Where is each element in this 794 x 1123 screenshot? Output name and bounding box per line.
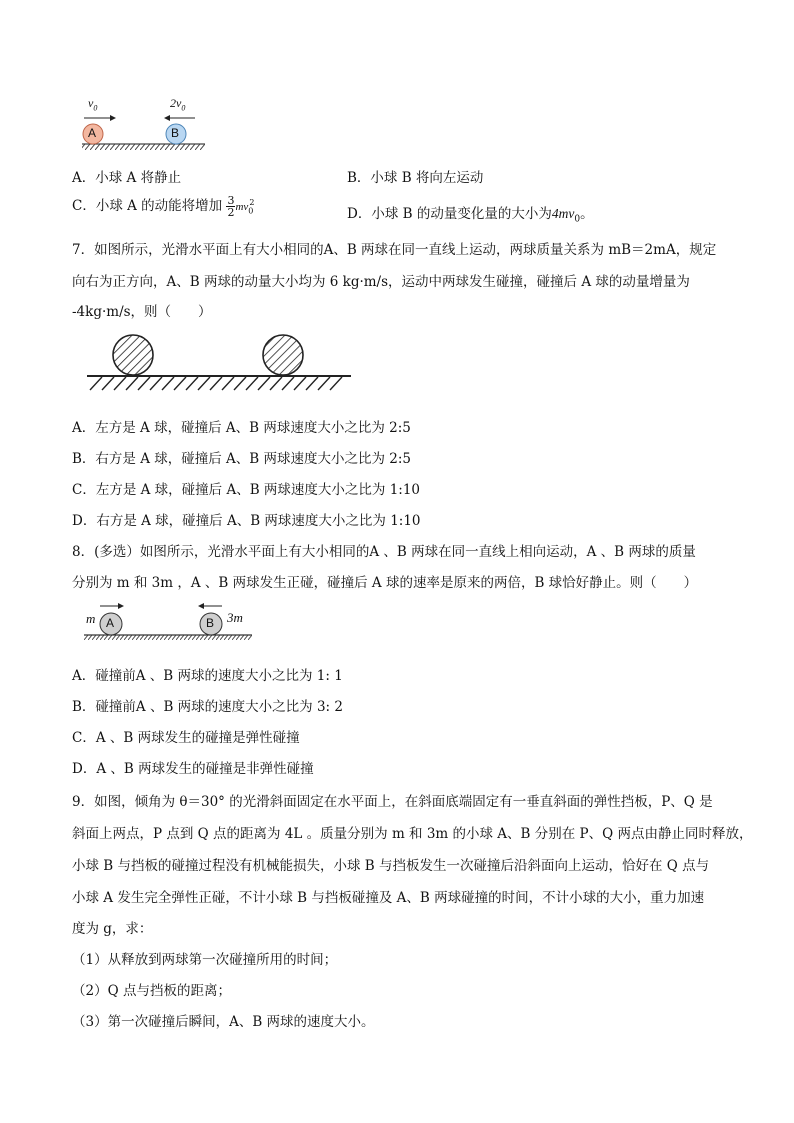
q8-stem-line-1: 8．(多选）如图所示，光滑水平面上有大小相同的A 、B 两球在同一直线上相向运动，A 、B 两球的质量 — [72, 544, 696, 560]
arrowhead-right-q8 — [118, 603, 124, 609]
q8-stem-line-2: 分别为 m 和 3m ，A 、B 两球发生正碰，碰撞后 A 球的速率是原来的两倍，B 球恰好静止。则（ ） — [72, 575, 698, 591]
fraction-three-halves: $\frac{3}{2}$ — [227, 194, 235, 219]
q7-stem-line-1: 7．如图所示，光滑水平面上有大小相同的A、B 两球在同一直线上运动，两球质量关系为 mB＝2mA，规定 — [72, 242, 717, 258]
q9-stem-line-3: 小球 B 与挡板的碰撞过程没有机械能损失，小球 B 与挡板发生一次碰撞后沿斜面向上运动，恰好在 Q 点与 — [72, 858, 710, 874]
mass-label-m: m — [86, 611, 96, 626]
ground-hatch-q8 — [84, 635, 252, 640]
q8-option-b: B．碰撞前A 、B 两球的速度大小之比为 3: 2 — [72, 699, 343, 715]
q9-sub-question-3: （3）第一次碰撞后瞬间，A、B 两球的速度大小。 — [72, 1014, 375, 1030]
mass-label-3m: 3m — [227, 610, 243, 625]
ball-b-label-q8: B — [206, 616, 215, 630]
q9-stem-line-5: 度为 g，求： — [72, 921, 153, 937]
q6-option-b: B．小球 B 将向左运动 — [347, 170, 484, 186]
q9-stem-line-4: 小球 A 发生完全弹性正碰，不计小球 B 与挡板碰撞及 A、B 两球碰撞的时间，不计小球的大小，重力加速 — [72, 890, 705, 906]
q7-stem-line-2: 向右为正方向，A、B 两球的动量大小均为 6 kg·m/s，运动中两球发生碰撞，碰撞后 A 球的动量增量为 — [72, 274, 690, 290]
q7-option-a: A．左方是 A 球，碰撞后 A、B 两球速度大小之比为 2:5 — [72, 420, 411, 436]
velocity-label-b: $2v_0$ — [170, 96, 186, 113]
q6-option-a: A．小球 A 将静止 — [72, 170, 182, 186]
q7-option-c: C．左方是 A 球，碰撞后 A、B 两球速度大小之比为 1:10 — [72, 482, 421, 498]
ball-a-label-q6: A — [88, 126, 97, 140]
q6-option-c: C．小球 A 的动能将增加 $\frac{3}{2}$ $mv_0^2$ — [72, 194, 255, 219]
velocity-label-a: $v_0$ — [88, 96, 98, 113]
q7-stem-line-3: -4kg·m/s，则（ ） — [72, 304, 212, 320]
q7-option-d: D．右方是 A 球，碰撞后 A、B 两球速度大小之比为 1:10 — [72, 513, 421, 529]
q8-option-d: D．A 、B 两球发生的碰撞是非弹性碰撞 — [72, 761, 314, 777]
q6-option-d: D．小球 B 的动量变化量的大小为$4mv_0$。 — [347, 206, 594, 225]
arrowhead-left-q8 — [198, 603, 204, 609]
q8-option-c: C．A 、B 两球发生的碰撞是弹性碰撞 — [72, 730, 300, 746]
q7-option-b: B．右方是 A 球，碰撞后 A、B 两球速度大小之比为 2:5 — [72, 451, 412, 467]
q8-option-a: A．碰撞前A 、B 两球的速度大小之比为 1: 1 — [72, 668, 343, 684]
ball-b-label-q6: B — [171, 126, 180, 140]
ball-a-label-q8: A — [106, 616, 115, 630]
q9-stem-line-2: 斜面上两点，P 点到 Q 点的距离为 4L 。质量分别为 m 和 3m 的小球 A、B 分别在 P、Q 两点由静止同时释放， — [72, 826, 753, 842]
q9-stem-line-1: 9．如图，倾角为 θ＝30° 的光滑斜面固定在水平面上，在斜面底端固定有一垂直斜面的弹性挡板，P、Q 是 — [72, 794, 713, 810]
q9-sub-question-2: （2）Q 点与挡板的距离； — [72, 983, 231, 999]
q9-sub-question-1: （1）从释放到两球第一次碰撞所用的时间； — [72, 952, 338, 968]
